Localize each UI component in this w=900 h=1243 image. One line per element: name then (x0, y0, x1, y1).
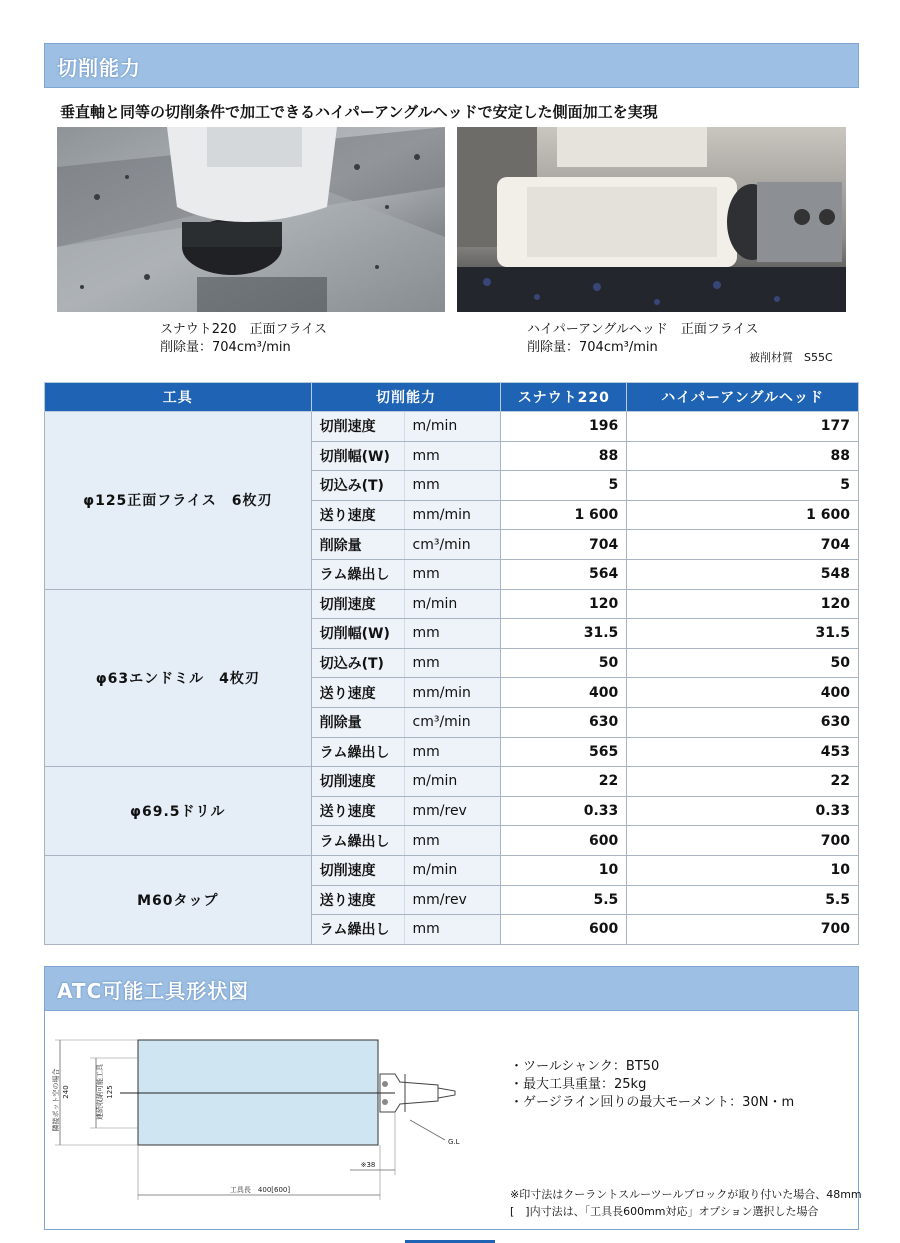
label-gauge-line: G.L (448, 1138, 460, 1146)
section-header-cutting (44, 43, 859, 88)
hyper-value-cell: 548 (627, 559, 859, 589)
item-cell: 切削速度 (311, 412, 404, 442)
unit-cell: mm/min (404, 678, 501, 708)
hyper-value-cell: 88 (627, 441, 859, 471)
snout-value-cell: 600 (501, 826, 627, 856)
item-cell: ラム繰出し (311, 737, 404, 767)
tool-shape-drawing (50, 1030, 490, 1210)
unit-cell: mm/min (404, 500, 501, 530)
label-vertical-outer-value: 240 (62, 1085, 70, 1099)
unit-cell: mm (404, 648, 501, 678)
table-row (45, 589, 859, 619)
snout-value-cell: 565 (501, 737, 627, 767)
table-row (45, 855, 859, 885)
atc-notes (510, 1186, 862, 1220)
item-cell: 送り速度 (311, 500, 404, 530)
label-tool-length: 工具長 400[600] (229, 1186, 291, 1194)
snout-value-cell: 704 (501, 530, 627, 560)
unit-cell: mm (404, 619, 501, 649)
hyper-value-cell: 5 (627, 471, 859, 501)
snout-value-cell: 196 (501, 412, 627, 442)
hyper-value-cell: 700 (627, 915, 859, 945)
unit-cell: mm (404, 826, 501, 856)
photo-snout-220 (57, 127, 445, 312)
table-row (45, 767, 859, 797)
hyper-value-cell: 704 (627, 530, 859, 560)
spec-item: ・ゲージライン回りの最大モーメント：30N・m (510, 1095, 795, 1110)
item-cell: 送り速度 (311, 796, 404, 826)
unit-cell: cm³/min (404, 530, 501, 560)
section-subtitle: 垂直軸と同等の切削条件で加工できるハイパーアングルヘッドで安定した側面加工を実現 (60, 103, 658, 121)
snout-value-cell: 88 (501, 441, 627, 471)
tool-name-cell: M60タップ (45, 855, 312, 944)
spec-item: ・ツールシャンク：BT50 (510, 1059, 660, 1074)
unit-cell: m/min (404, 767, 501, 797)
snout-value-cell: 400 (501, 678, 627, 708)
header-capability: 切削能力 (311, 383, 501, 412)
item-cell: 送り速度 (311, 678, 404, 708)
section-title: ATC可能工具形状図 (57, 979, 250, 1003)
snout-value-cell: 31.5 (501, 619, 627, 649)
unit-cell: m/min (404, 412, 501, 442)
snout-value-cell: 630 (501, 707, 627, 737)
item-cell: ラム繰出し (311, 915, 404, 945)
item-cell: ラム繰出し (311, 559, 404, 589)
item-cell: 削除量 (311, 530, 404, 560)
label-vertical-inner-value: 125 (106, 1085, 114, 1099)
tool-name-cell: φ125正面フライス 6枚刃 (45, 412, 312, 590)
hyper-value-cell: 0.33 (627, 796, 859, 826)
item-cell: 切削速度 (311, 767, 404, 797)
hyper-value-cell: 50 (627, 648, 859, 678)
photo-caption-snout (160, 321, 327, 357)
snout-value-cell: 50 (501, 648, 627, 678)
header-tool: 工具 (45, 383, 312, 412)
spec-item: ・最大工具重量：25kg (510, 1077, 647, 1092)
unit-cell: mm (404, 915, 501, 945)
snout-value-cell: 564 (501, 559, 627, 589)
header-snout: スナウト220 (501, 383, 627, 412)
caption-line: 削除量：704cm³/min (160, 340, 291, 355)
header-hyper: ハイパーアングルヘッド (627, 383, 859, 412)
caption-line: 削除量：704cm³/min (527, 340, 658, 355)
label-vertical-inner: 連続収納可能工具 (96, 1064, 104, 1120)
hyper-value-cell: 1 600 (627, 500, 859, 530)
note-item: [ ]内寸法は、「工具長600mm対応」オプション選択した場合 (510, 1205, 819, 1218)
hyper-value-cell: 177 (627, 412, 859, 442)
label-offset: ※38 (360, 1161, 376, 1169)
photo-caption-hyper (527, 321, 758, 357)
snout-value-cell: 600 (501, 915, 627, 945)
label-vertical-outer: 隣接ポット空の場合 (52, 1068, 60, 1132)
snout-value-cell: 120 (501, 589, 627, 619)
hyper-value-cell: 120 (627, 589, 859, 619)
unit-cell: cm³/min (404, 707, 501, 737)
hyper-value-cell: 453 (627, 737, 859, 767)
caption-line: ハイパーアングルヘッド 正面フライス (527, 322, 759, 337)
note-item: ※印寸法はクーラントスルーツールブロックが取り付いた場合、48mm (510, 1188, 862, 1201)
table-row (45, 412, 859, 442)
material-note: 被削材質 S55C (749, 351, 833, 364)
unit-cell: mm/rev (404, 796, 501, 826)
section-title: 切削能力 (57, 56, 141, 80)
snout-value-cell: 5 (501, 471, 627, 501)
unit-cell: mm (404, 471, 501, 501)
item-cell: 切削幅(W) (311, 619, 404, 649)
item-cell: 切込み(T) (311, 471, 404, 501)
unit-cell: m/min (404, 855, 501, 885)
snout-value-cell: 0.33 (501, 796, 627, 826)
hyper-value-cell: 10 (627, 855, 859, 885)
tool-name-cell: φ69.5ドリル (45, 767, 312, 856)
unit-cell: mm (404, 559, 501, 589)
hyper-value-cell: 31.5 (627, 619, 859, 649)
item-cell: 削除量 (311, 707, 404, 737)
tool-name-cell: φ63エンドミル 4枚刃 (45, 589, 312, 767)
item-cell: 切削速度 (311, 855, 404, 885)
snout-value-cell: 22 (501, 767, 627, 797)
item-cell: 切削幅(W) (311, 441, 404, 471)
photo-hyper-angle-head (457, 127, 846, 312)
unit-cell: m/min (404, 589, 501, 619)
snout-value-cell: 10 (501, 855, 627, 885)
unit-cell: mm/rev (404, 885, 501, 915)
item-cell: ラム繰出し (311, 826, 404, 856)
hyper-value-cell: 630 (627, 707, 859, 737)
table-header-row (45, 383, 859, 412)
caption-line: スナウト220 正面フライス (160, 322, 328, 337)
hyper-value-cell: 700 (627, 826, 859, 856)
snout-value-cell: 1 600 (501, 500, 627, 530)
atc-spec-list (510, 1058, 794, 1112)
item-cell: 切削速度 (311, 589, 404, 619)
item-cell: 送り速度 (311, 885, 404, 915)
hyper-value-cell: 5.5 (627, 885, 859, 915)
cutting-spec-table (44, 382, 859, 945)
hyper-value-cell: 22 (627, 767, 859, 797)
item-cell: 切込み(T) (311, 648, 404, 678)
unit-cell: mm (404, 737, 501, 767)
snout-value-cell: 5.5 (501, 885, 627, 915)
unit-cell: mm (404, 441, 501, 471)
hyper-value-cell: 400 (627, 678, 859, 708)
